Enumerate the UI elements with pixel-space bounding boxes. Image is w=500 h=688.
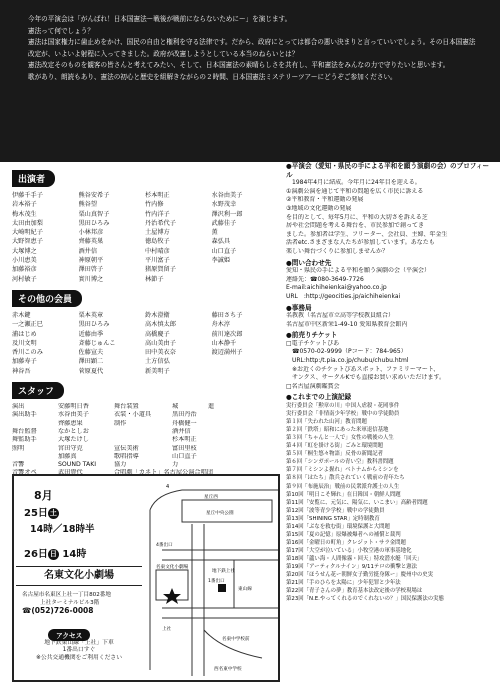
- venue-name: 名東文化小劇場: [16, 566, 142, 586]
- office-title: ●事務局: [286, 303, 312, 312]
- staff-cell: 演出: [12, 403, 25, 411]
- event-day1-date: 25日: [24, 508, 48, 519]
- cast-name: 實川博之: [78, 275, 104, 283]
- staff-cell: [208, 411, 264, 419]
- map-area-label: 上社: [162, 627, 172, 632]
- performance-entry: 第21回「手のひらを太陽に」少年犯罪と少年法: [286, 580, 401, 587]
- staff-cell: 協力: [114, 461, 127, 469]
- member-name: 山本静千: [211, 339, 237, 347]
- contact-info: [286, 267, 492, 301]
- staff-cell: 山口直子: [172, 452, 197, 460]
- members-heading: その他の会員: [12, 290, 82, 307]
- staff-cell: 安藤明日香: [58, 403, 89, 411]
- cast-name: 猪原賀留子: [145, 266, 176, 274]
- cast-name: 澤田啓子: [78, 266, 104, 274]
- member-name: 神谷吾: [12, 367, 31, 375]
- cast-name: 栗山真智子: [78, 210, 110, 218]
- org-profile: [286, 179, 492, 256]
- cast-name: 熊谷安希子: [78, 192, 110, 199]
- cast-name: 河村敏子: [12, 275, 37, 283]
- member-name: 加藤寿子: [12, 358, 37, 366]
- member-name: 香川このみ: [12, 349, 43, 357]
- member-name: [212, 367, 275, 376]
- right-column: [286, 160, 492, 603]
- staff-cell: [208, 428, 264, 436]
- staff-cell: [208, 420, 264, 428]
- staff-cell: [12, 420, 58, 428]
- staff-row: [12, 411, 280, 419]
- contact-line: 連絡先：☎080-3649-7726: [286, 275, 364, 283]
- event-day1: [24, 504, 59, 519]
- ticket-line: □電子チケットぴあ: [286, 339, 340, 347]
- performance-entry: 第17回「大空が泣いている」小牧空港の軍事基地化: [286, 547, 412, 554]
- event-day2-time: 14時: [62, 549, 87, 560]
- cast-name: 水野茂幸: [211, 201, 237, 209]
- staff-row: [12, 436, 280, 444]
- staff-cell: [114, 436, 172, 444]
- performance-entry: 第１回「失われた山河」教育問題: [286, 419, 367, 426]
- office-info: [286, 312, 492, 329]
- cast-name: 神原朝平: [78, 257, 104, 265]
- performance-entry: 第２回「鉄塔」昭和にあった米軍退信基地: [286, 427, 389, 434]
- staff-cell: 舞監助手: [12, 436, 37, 444]
- map-curve-road: [204, 630, 262, 658]
- cast-name: 山口直子: [211, 247, 237, 255]
- staff-cell: なかとしお: [58, 427, 89, 435]
- venue-map: [142, 480, 278, 678]
- map-hall-label: 名東文化小劇場: [156, 565, 189, 570]
- staff-cell: 宣伝美術: [114, 444, 139, 452]
- cast-name: 中村晴彦: [145, 247, 170, 255]
- cast-name: 武藤佳子: [211, 219, 237, 227]
- cast-name: 李誠姫: [211, 257, 231, 265]
- member-name: 藤田さち子: [211, 311, 243, 319]
- member-name: 田中美衣奈: [145, 349, 176, 357]
- intro-paragraph: 憲法改定そのものを観客の皆さんと考えてみたい、そして、日本国憲法の素晴らしさを共有し、平和憲法をみんなの力で守りたいと思います。: [28, 61, 450, 70]
- intro-paragraph: 歌があり、朗読もあり、憲法の初心と歴史を組解きながらの２時間、日本国憲法ミステリーツアーにどうぞご参加ください。: [28, 72, 397, 81]
- staff-cell: 宮田守克: [58, 444, 83, 452]
- member-name: 浦はじめ: [12, 330, 37, 338]
- member-name: 高山美由子: [145, 339, 176, 347]
- org-line: ②平和教育・平和運動の発展: [286, 196, 364, 204]
- address-line-1: 名古屋市名東区上社一丁目802番地: [22, 592, 111, 598]
- cast-name: 加藤裕彦: [12, 266, 37, 274]
- ticket-info: [286, 340, 492, 392]
- staff-cell: 加藤真: [58, 452, 77, 460]
- member-name: 新美明子: [145, 367, 170, 375]
- address-line-2: 上社ターミナルビル3階: [40, 599, 100, 606]
- performance-entry: 第７回「ミシンよ握れ」ベトナムからミシンを: [286, 467, 399, 474]
- cast-name: 梅木茂生: [12, 210, 37, 218]
- cast-name: 澤沢利一郎: [211, 210, 243, 218]
- performance-entry: 第10回「明日こそ輝れ」在日韓国・朝鮮人問題: [286, 491, 401, 498]
- map-school-label: 名東中学校前: [222, 637, 250, 642]
- cast-name: 森弘具: [211, 238, 231, 246]
- cast-name: 大塚博之: [12, 247, 37, 255]
- ticket-line: サンクス、サークルKでも直接お買い求めいただけます。: [286, 374, 445, 382]
- contact-line: E-mail:aichiheienkai@yahoo.co.jp: [286, 284, 387, 292]
- performance-history-title: ●これまでの上演記録: [286, 393, 352, 402]
- staff-cell: 城: [172, 403, 179, 411]
- staff-cell: 音響: [12, 461, 25, 469]
- staff-cell: 音響オペ: [12, 469, 37, 477]
- member-name: 澤田顕二: [78, 358, 104, 366]
- member-name: 斉藤じゅんこ: [78, 339, 116, 347]
- performance-entry: 第14回「ぷなを救む街」環境保護と大問題: [286, 523, 390, 530]
- map-north-label: 4: [166, 484, 170, 490]
- staff-cell: [12, 453, 58, 461]
- cast-name: 酒井信: [78, 247, 98, 255]
- staff-row: [12, 453, 280, 461]
- staff-row: [12, 461, 280, 469]
- staff-cell: SOUND TAKI: [58, 461, 97, 469]
- map-top-road-label: 星丘西: [204, 495, 218, 500]
- performance-entry: 第18回「蘆い海・人間像霧・回天」特攻潜水艇「回天」: [286, 555, 423, 562]
- cast-name: [212, 275, 275, 284]
- cast-name: 杉本明正: [145, 192, 170, 199]
- staff-cell: 合唱劇「カネト」名古屋公演合唱団: [114, 469, 213, 477]
- cast-name: 林節子: [145, 275, 164, 283]
- member-name: 渡辺満州子: [211, 349, 243, 357]
- member-name: 鈴木澄衛: [145, 311, 170, 319]
- access-heading: アクセス: [48, 629, 90, 641]
- member-name: 高木慎太郎: [145, 321, 176, 329]
- performance-entry: 実行委員会「非情南少年学校」戦中の学徒動員: [286, 411, 400, 418]
- member-name: 及川文明: [12, 339, 37, 347]
- map-station-label: 地下鉄上社: [212, 569, 235, 574]
- member-name: 赤木鍵: [12, 311, 31, 319]
- member-name: 一之瀬正巳: [12, 321, 43, 329]
- performance-entry: 第８回「はたち」散兵されていく戦前の青年たち: [286, 475, 405, 482]
- performance-entry: 第９回「布施辰治」戦前の民衆派弁護士の人生: [286, 483, 400, 490]
- venue-address: [22, 592, 111, 615]
- staff-cell: [208, 436, 264, 444]
- event-day2-date: 26日: [24, 549, 48, 560]
- performance-entry: 第20回「ほうせん花ー朝鮮女子勤労挺身隊ー」慶州中の史実: [286, 572, 434, 579]
- org-line: 活者etc.さまざまな人たちが参加しています。あなたも: [286, 239, 435, 247]
- org-line: を目的として、毎年5月に、平和の大切さを訴える芝: [286, 213, 428, 221]
- staff-cell: 照明: [12, 444, 25, 452]
- staff-cell: [208, 461, 264, 469]
- event-day2-dow: 日: [49, 549, 57, 558]
- performance-entry: 第23回「N.E.やってくれるのでくれないの？」国民保護法の実態: [286, 596, 444, 603]
- contact-title: ●問い合わせ先: [286, 258, 332, 267]
- staff-cell: 武田貴代: [58, 469, 83, 477]
- intro-paragraph: 今年の平演会は「がんばれ！日本国憲法ー戦後が戦前にならないためにー」を演じます。: [28, 15, 292, 23]
- staff-cell: 制作: [114, 419, 127, 427]
- performance-entry: 第12回「波等青少学校」戦中の学徒動員: [286, 507, 385, 514]
- org-line: ③地域の文化運動の発展: [286, 204, 352, 212]
- cast-name: 小林邦彦: [78, 229, 104, 237]
- cast-name: 土屋博方: [145, 229, 170, 237]
- office-line: 名古屋市中区新栄1-49-10 愛知県教育会館内: [286, 320, 408, 328]
- map-west-label: 西名東中学校: [214, 667, 242, 672]
- cast-name: 徳島牧子: [145, 238, 170, 246]
- staff-row: [12, 403, 280, 411]
- org-title: ●平演会（愛知・県民の手による平和を願う演劇の会）のプロフィール: [286, 162, 490, 179]
- member-name: 高橋慶子: [145, 330, 170, 338]
- staff-row: [12, 420, 280, 428]
- map-line-label: 東山線: [238, 587, 252, 592]
- access-info: [24, 640, 134, 662]
- performance-entry: 第３回「ちゃんと一人で」女性の戦後の人生: [286, 435, 394, 442]
- staff-cell: 富田里枝: [172, 444, 197, 452]
- cast-name: 大崎明紀子: [12, 229, 43, 237]
- staff-cell: 進: [208, 403, 215, 411]
- cast-name: 太田由加梨: [12, 219, 43, 227]
- member-name: 菅原夏代: [78, 367, 104, 375]
- performance-entry: 第16回「金曜日の町角」クレジット・サラ金問題: [286, 539, 406, 546]
- ticket-line: □名古屋演劇鑑賞会: [286, 382, 340, 390]
- intro-paragraph: 憲法って何でしょう？: [28, 26, 94, 35]
- ticket-title: ●前売りチケット: [286, 331, 338, 340]
- org-line: 1984年4月に結成。今年月に24年目を迎える。: [286, 179, 421, 187]
- map-park-label: 星丘中央公園: [206, 511, 234, 516]
- cast-name: 岩本裕子: [12, 201, 37, 209]
- performance-entry: 第５回「桐生悠々物語」反骨の新聞記者: [286, 451, 384, 458]
- members-list: [12, 311, 274, 376]
- cast-name: [212, 265, 275, 274]
- cast-name: 薫: [211, 229, 218, 237]
- cast-name: 丹治希代子: [145, 219, 176, 227]
- contact-line: 愛知・県民の手による平和を願う演劇の会（平演会）: [286, 267, 431, 275]
- staff-cell: [208, 453, 264, 461]
- map-exit4-label: 4番出口: [156, 543, 173, 548]
- member-name: 黒田ひろみ: [78, 321, 110, 329]
- staff-cell: 黒田丹治: [172, 411, 197, 419]
- staff-cell: 力: [172, 461, 179, 469]
- intro-block: [0, 0, 500, 162]
- cast-heading: 出演者: [12, 170, 55, 187]
- performance-entry: 実行委員会「勲章の川」中国人虐殺・花岡事件: [286, 403, 400, 410]
- exit-marker-icon: [218, 584, 226, 592]
- staff-row: [12, 428, 280, 436]
- access-line-2: 1番出口すぐ: [62, 647, 96, 654]
- map-cross-street-2: [162, 608, 278, 618]
- staff-cell: 大塚たけし: [58, 436, 89, 444]
- cast-name: 竹内修: [145, 201, 164, 209]
- staff-cell: 舟橋健一: [172, 419, 197, 427]
- left-column: [12, 170, 280, 478]
- performance-entry: 第22回「青子さんの夢」教育基本法改定後の学校現場は: [286, 588, 423, 595]
- event-day2: [24, 545, 86, 560]
- cast-name: 大野智恵子: [12, 238, 43, 246]
- cast-name: 平川富子: [145, 257, 170, 265]
- org-line: 楽しい舞台づくりに参加しませんか？: [286, 247, 389, 255]
- member-name: 佐藤宣夫: [78, 349, 104, 357]
- performance-entry: 第４回「虹を掛ける街」ごみと環境問題: [286, 443, 384, 450]
- cast-name: 水谷由美子: [211, 192, 243, 199]
- staff-cell: 齊藤恵果: [58, 419, 83, 427]
- performance-entry: 第19回「アーティクルナイン」9/11テロの衝撃と憲法: [286, 563, 418, 570]
- org-line: ました。参加者は学生、フリーター、会社員、主婦、年金生: [286, 230, 448, 238]
- ticket-line: ※お近くのチケットぴあスポット、ファミリーマート、: [286, 365, 440, 373]
- staff-cell: 水谷由美子: [58, 411, 89, 419]
- map-main-street: [192, 524, 204, 676]
- event-day1-dow: 土: [49, 508, 57, 517]
- performance-entry: 第６回「シンガポールの青い空」教科書問題: [286, 459, 394, 466]
- staff-cell: 衣装・小道具: [114, 411, 152, 419]
- staff-cell: 舞台監督: [12, 427, 37, 435]
- staff-cell: 歌唱指導: [114, 452, 139, 460]
- cast-list: [12, 191, 274, 284]
- staff-cell: [208, 445, 264, 453]
- member-name: 栗本英章: [78, 311, 104, 319]
- venue-tel: ☎(052)726-0008: [22, 606, 94, 615]
- contact-line: URL :http://geocities.jp/aichiheienkai: [286, 292, 401, 300]
- cast-name: 小川恵美: [12, 257, 37, 265]
- staff-cell: 舞台装置: [114, 403, 139, 411]
- cast-name: 熊谷望: [78, 201, 98, 209]
- member-name: 舟木淳: [211, 321, 231, 329]
- cast-name: 伊藤千手子: [12, 192, 43, 199]
- staff-cell: 演出助手: [12, 411, 37, 419]
- staff-list: [12, 403, 280, 478]
- member-name: 近藤由季: [78, 330, 104, 338]
- event-day1-times: 14時／18時半: [30, 524, 95, 535]
- intro-paragraph: 憲法は国家権力に歯止めをかけ、国民の自由と権利を守る法律です。だから、政府にとっては都合の悪い決まりと言っていいでしょう。その日本国憲法改定が、いよいよ射程に入ってきました。政府が改憲しようとしている本当のねらいとは？: [28, 38, 476, 58]
- member-name: [212, 357, 275, 366]
- cast-name: 黒田ひろみ: [78, 219, 110, 227]
- org-line: ①演劇公演を通じて平和の問題を広く市民に訴える: [286, 187, 424, 195]
- staff-heading: スタッフ: [12, 382, 64, 399]
- member-name: 前川達次郎: [211, 330, 243, 338]
- ticket-line: ☎0570-02-9999（Pコード：784-965）: [286, 348, 407, 356]
- access-line-3: ※公共交通機関をご利用ください: [35, 654, 122, 661]
- cast-name: 竹内洋子: [145, 210, 170, 218]
- performance-entry: 第13回「SHINING STAR」定時制教育: [286, 515, 380, 522]
- office-line: 名教教（名古屋市立高等学校教員組合）: [286, 312, 395, 320]
- performance-history: [286, 402, 492, 603]
- member-name: 土方信弘: [145, 358, 170, 366]
- map-cross-street: [162, 550, 278, 560]
- performance-entry: 第15回「夏の記憶」原爆被爆者への補償と裁判: [286, 531, 401, 538]
- staff-row: [12, 445, 280, 453]
- cast-name: 齊藤英巣: [78, 238, 104, 246]
- map-exit1-label: 1番出口: [208, 579, 225, 584]
- org-line: 居や社会問題を考える舞台を、市民参加で創ってき: [286, 222, 425, 230]
- staff-cell: 酒井信: [172, 427, 191, 435]
- event-month: 8月: [34, 489, 53, 502]
- staff-cell: 杉本明正: [172, 436, 197, 444]
- staff-cell: [114, 428, 172, 436]
- ticket-line: URL:http:/t.pia.co.jp/chubu/chubu.html: [286, 357, 409, 365]
- access-line-1: 地下鉄東山線「上社」下車: [44, 640, 114, 646]
- performance-entry: 第11回「安覧に、元気に、陽気に、いこまい」高齢者問題: [286, 499, 428, 506]
